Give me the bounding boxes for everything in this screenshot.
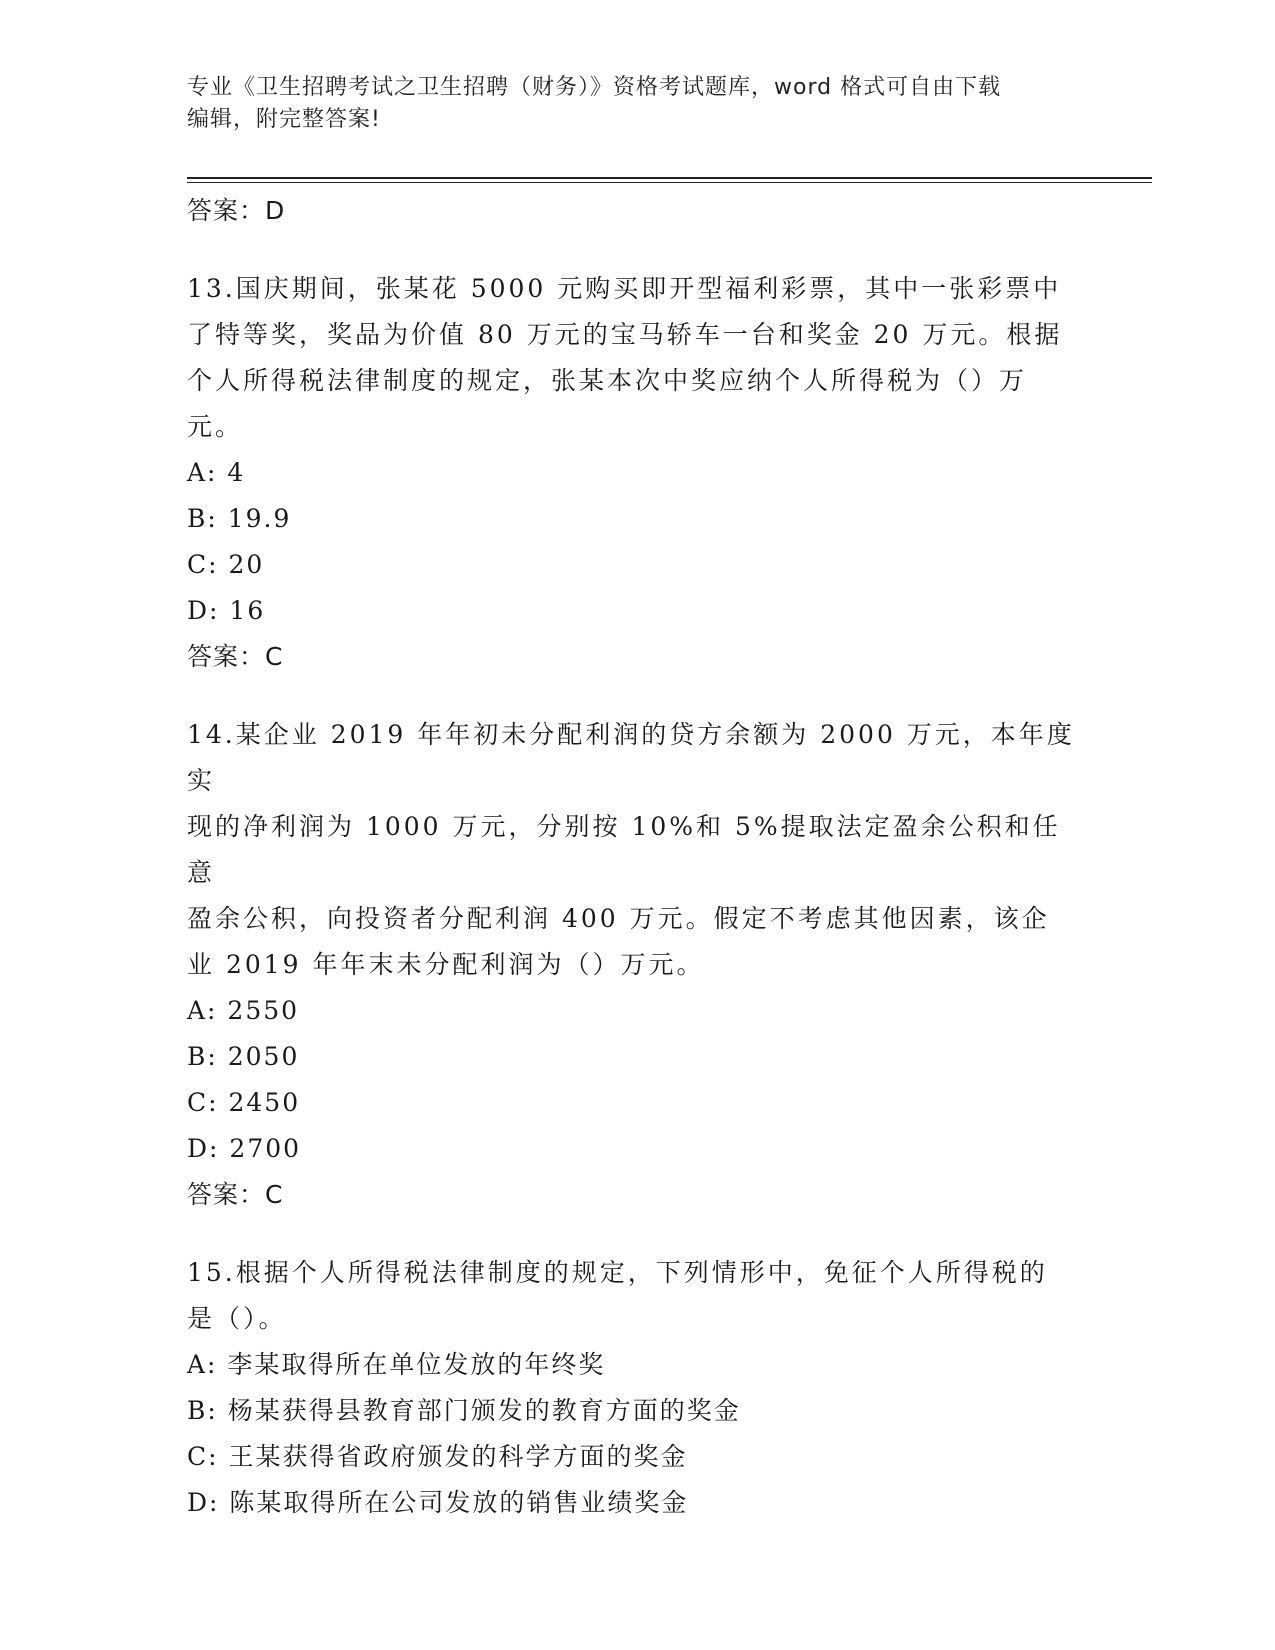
option-d: D: 2700 <box>187 1134 302 1163</box>
question-13 <box>187 266 1087 680</box>
stem-line: 元。 <box>187 412 244 441</box>
header-divider-bottom <box>187 182 1152 183</box>
question-stem <box>187 1250 1087 1342</box>
question-stem <box>187 266 1087 450</box>
option-b: B: 2050 <box>187 1042 300 1071</box>
stem-line: 了特等奖，奖品为价值 80 万元的宝马轿车一台和奖金 20 万元。根据 <box>187 320 1063 349</box>
stem-line: 个人所得税法律制度的规定，张某本次中奖应纳个人所得税为（）万 <box>187 366 1028 395</box>
option-c: C: 20 <box>187 550 265 579</box>
stem-line: 15.根据个人所得税法律制度的规定，下列情形中，免征个人所得税的 <box>187 1258 1048 1287</box>
header-divider-top <box>187 177 1152 179</box>
option-d: D: 陈某取得所在公司发放的销售业绩奖金 <box>187 1488 689 1517</box>
option-a: A: 4 <box>187 458 246 487</box>
question-list <box>187 188 1087 1526</box>
option-c: C: 王某获得省政府颁发的科学方面的奖金 <box>187 1442 688 1471</box>
option-c: C: 2450 <box>187 1088 301 1117</box>
stem-line: 是（）。 <box>187 1304 287 1333</box>
answer-line: 答案：D <box>187 196 286 225</box>
option-b: B: 杨某获得县教育部门颁发的教育方面的奖金 <box>187 1396 741 1425</box>
question-stem <box>187 712 1087 988</box>
option-d: D: 16 <box>187 596 266 625</box>
answer-line: 答案：C <box>187 1180 284 1209</box>
header-line-1: 专业《卫生招聘考试之卫生招聘（财务）》资格考试题库，word 格式可自由下载 <box>187 75 1002 100</box>
option-a: A: 李某取得所在单位发放的年终奖 <box>187 1350 606 1379</box>
stem-line: 14.某企业 2019 年年初未分配利润的贷方余额为 2000 万元，本年度实 <box>187 720 1075 795</box>
option-b: B: 19.9 <box>187 504 292 533</box>
header-line-2: 编辑，附完整答案! <box>187 107 381 132</box>
answer-line: 答案：C <box>187 642 284 671</box>
page-header <box>187 72 1077 136</box>
option-a: A: 2550 <box>187 996 300 1025</box>
stem-line: 现的净利润为 1000 万元，分别按 10%和 5%提取法定盈余公积和任意 <box>187 812 1061 887</box>
stem-line: 业 2019 年年末未分配利润为（）万元。 <box>187 950 705 979</box>
question-14 <box>187 712 1087 1218</box>
question-15 <box>187 1250 1087 1526</box>
stem-line: 13.国庆期间，张某花 5000 元购买即开型福利彩票，其中一张彩票中 <box>187 274 1062 303</box>
stem-line: 盈余公积，向投资者分配利润 400 万元。假定不考虑其他因素，该企 <box>187 904 1050 933</box>
